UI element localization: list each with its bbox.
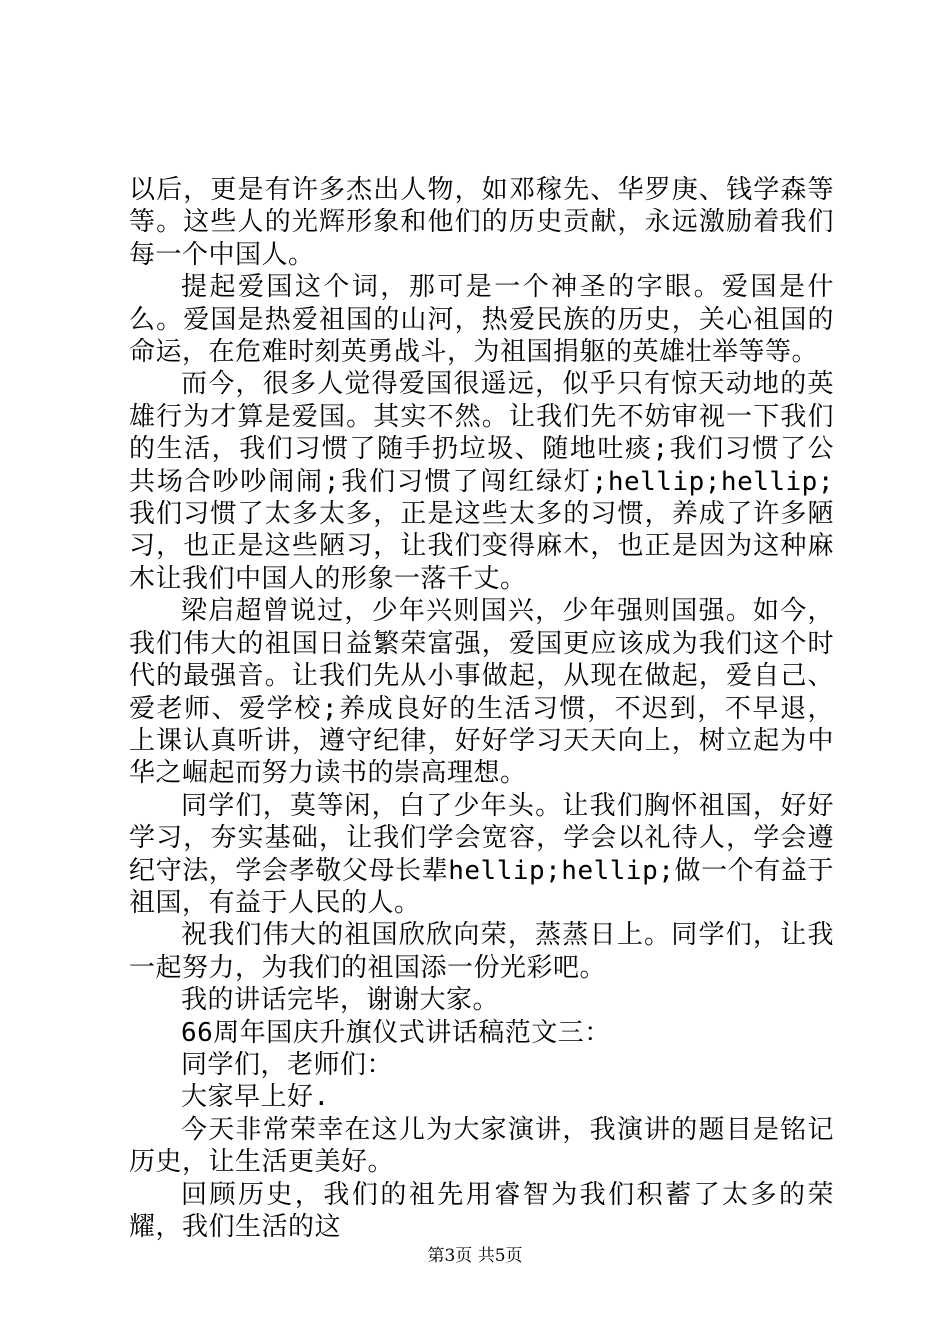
- paragraph-11: 今天非常荣幸在这儿为大家演讲，我演讲的题目是铭记历史，让生活更美好。: [129, 1114, 834, 1178]
- paragraph-7: 我的讲话完毕，谢谢大家。: [181, 985, 500, 1016]
- paragraph-3: 而今，很多人觉得爱国很遥远，似乎只有惊天动地的英雄行为才算是爱国。其实不然。让我们先不妨审视一下我们的生活，我们习惯了随手扔垃圾、随地吐痰;我们习惯了公共场合吵吵闹闹;我们习惯了闯红绿灯;hellip;hellip;我们习惯了太多太多，正是这些太多的习惯，养成了许多陋习，也正是这些陋习，让我们变得麻木，也正是因为这种麻木让我们中国人的形象一落千丈。: [129, 369, 834, 594]
- paragraph-8-heading: 66周年国庆升旗仪式讲话稿范文三：: [181, 1017, 611, 1048]
- paragraph-5: 同学们，莫等闲，白了少年头。让我们胸怀祖国，好好学习，夯实基础，让我们学会宽容，学会以礼待人，学会遵纪守法，学会孝敬父母长辈hellip;hellip;做一个有益于祖国，有益于人民的人。: [129, 790, 834, 918]
- paragraph-4: 梁启超曾说过，少年兴则国兴，少年强则国强。如今，我们伟大的祖国日益繁荣富强，爱国更应该成为我们这个时代的最强音。让我们先从小事做起，从现在做起，爱自己、爱老师、爱学校;养成良好的生活习惯，不迟到，不早退，上课认真听讲，遵守纪律，好好学习天天向上，树立起为中华之崛起而努力读书的崇高理想。: [129, 596, 834, 789]
- paragraph-1: 以后，更是有许多杰出人物，如邓稼先、华罗庚、钱学森等等。这些人的光辉形象和他们的历史贡献，永远激励着我们每一个中国人。: [129, 175, 834, 270]
- paragraph-12: 回顾历史，我们的祖先用睿智为我们积蓄了太多的荣耀，我们生活的这: [129, 1179, 834, 1242]
- paragraph-2: 提起爱国这个词，那可是一个神圣的字眼。爱国是什么。爱国是热爱祖国的山河，热爱民族的历史，关心祖国的命运，在危难时刻英勇战斗，为祖国捐躯的英雄壮举等等。: [129, 272, 834, 368]
- paragraph-10-greeting: 大家早上好.: [181, 1082, 330, 1113]
- page-footer: 第3页 共5页: [427, 1246, 523, 1266]
- paragraph-9-salutation: 同学们，老师们：: [181, 1049, 394, 1080]
- paragraph-6: 祝我们伟大的祖国欣欣向荣，蒸蒸日上。同学们，让我一起努力，为我们的祖国添一份光彩吧。: [129, 920, 834, 983]
- document-body: [129, 174, 834, 1243]
